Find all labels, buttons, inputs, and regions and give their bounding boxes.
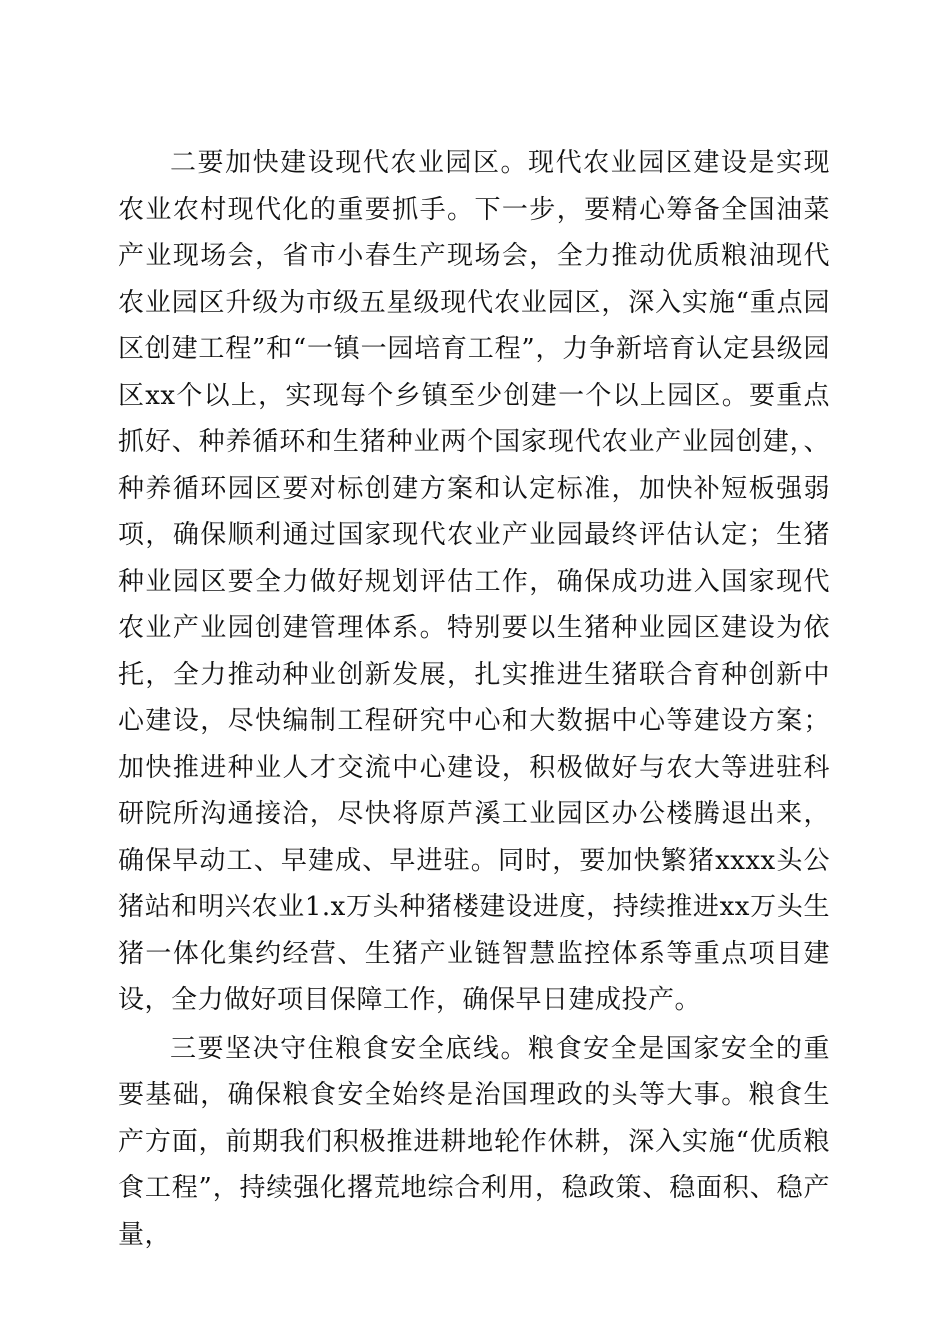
paragraph-food-security: 三要坚决守住粮食安全底线。粮食安全是国家安全的重要基础，确保粮食安全始终是治国理政的头等大事。粮食生产方面，前期我们积极推进耕地轮作休耕，深入实施“优质粮食工程”，持续强化撂荒地综合利用，稳政策、稳面积、稳产量，: [118, 1033, 830, 1250]
paragraph-agricultural-parks: 二要加快建设现代农业园区。现代农业园区建设是实现农业农村现代化的重要抓手。下一步，要精心筹备全国油菜产业现场会，省市小春生产现场会，全力推动优质粮油现代农业园区升级为市级五星级现代农业园区，深入实施“重点园区创建工程”和“一镇一园培育工程”，力争新培育认定县级园区xx个以上，实现每个乡镇至少创建一个以上园区。要重点抓好、种养循环和生猪种业两个国家现代农业产业园创建，、种养循环园区要对标创建方案和认定标准，加快补短板强弱项，确保顺利通过国家现代农业产业园最终评估认定；生猪种业园区要全力做好规划评估工作，确保成功进入国家现代农业产业园创建管理体系。特别要以生猪种业园区建设为依托，全力推动种业创新发展，扎实推进生猪联合育种创新中心建设，尽快编制工程研究中心和大数据中心等建设方案；加快推进种业人才交流中心建设，积极做好与农大等进驻科研院所沟通接洽，尽快将原芦溪工业园区办公楼腾退出来，确保早动工、早建成、早进驻。同时，要加快繁猪xxxx头公猪站和明兴农业1.x万头种猪楼建设进度，持续推进xx万头生猪一体化集约经营、生猪产业链智慧监控体系等重点项目建设，全力做好项目保障工作，确保早日建成投产。: [118, 148, 830, 1015]
document-body: [118, 140, 830, 1258]
